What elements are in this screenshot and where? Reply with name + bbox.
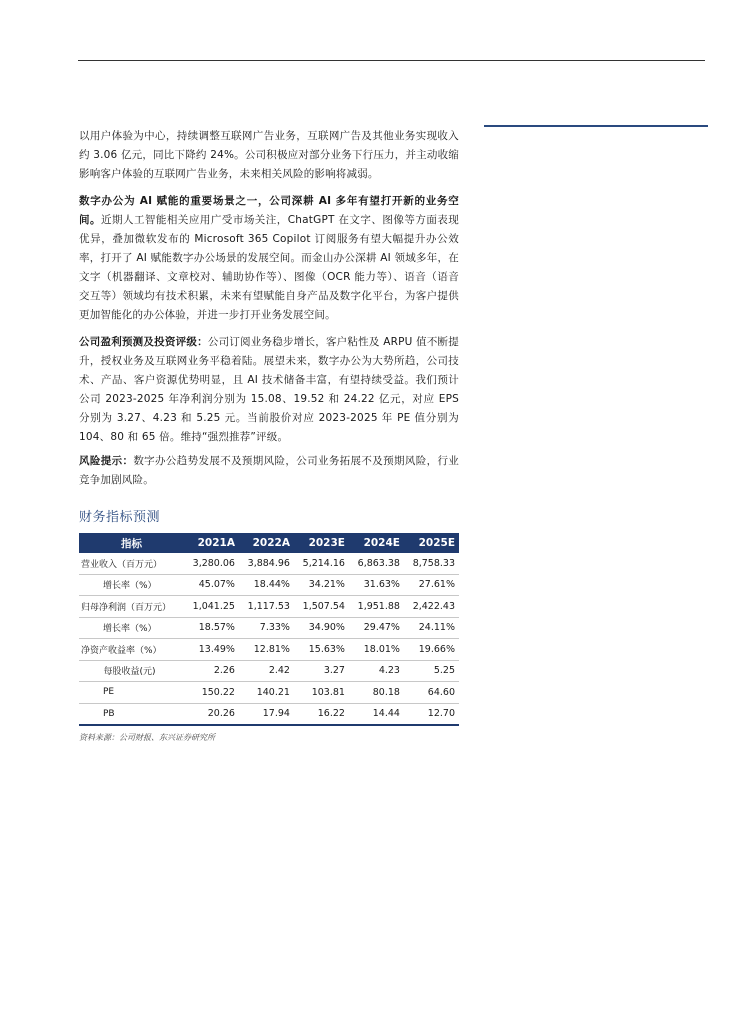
table-cell: 27.61%	[404, 574, 459, 596]
table-cell: 19.66%	[404, 639, 459, 661]
header-rule	[78, 60, 705, 61]
table-cell: 140.21	[239, 682, 294, 704]
table-cell: 3,280.06	[184, 553, 239, 574]
table-row	[79, 703, 459, 725]
table-cell: 3.27	[294, 660, 349, 682]
row-label: 增长率（%）	[79, 574, 184, 596]
column-header: 2025E	[418, 537, 455, 549]
sidebar-rule	[484, 125, 708, 127]
table-cell: 18.57%	[184, 617, 239, 639]
table-cell: 1,951.88	[349, 596, 404, 618]
paragraph-lead: 公司盈利预测及投资评级：	[79, 336, 208, 348]
table-cell: 18.44%	[239, 574, 294, 596]
table-cell: 64.60	[404, 682, 459, 704]
paragraph-risk	[79, 452, 459, 490]
table-cell: 4.23	[349, 660, 404, 682]
table-cell: 5,214.16	[294, 553, 349, 574]
report-body	[79, 127, 459, 743]
table-row	[79, 617, 459, 639]
table-cell: 45.07%	[184, 574, 239, 596]
table-row	[79, 682, 459, 704]
paragraph-text: 公司订阅业务稳步增长，客户粘性及 ARPU 值不断提升，授权业务及互联网业务平稳着陆。展望未来，数字办公为大势所趋，公司技术、产品、客户资源优势明显，且 AI 技术储备丰富，有望持续受益。我们预计公司 2023-2025 年净利润分别为 15.08、19.52 和 24.22 亿元，对应 EPS 分别为 3.27、4.23 和 5.25 元。当前股价对应 2023-2025 年 PE 值分别为 104、80 和 65 倍。维持“强烈推荐”评级。	[79, 336, 459, 443]
table-cell: 29.47%	[349, 617, 404, 639]
table-cell: 14.44	[349, 703, 404, 725]
table-cell: 2,422.43	[404, 596, 459, 618]
paragraph-lead: 风险提示：	[79, 455, 134, 467]
table-cell: 2.26	[184, 660, 239, 682]
table-cell: 2.42	[239, 660, 294, 682]
table-cell: 17.94	[239, 703, 294, 725]
table-cell: 5.25	[404, 660, 459, 682]
table-row	[79, 553, 459, 574]
column-header: 指标	[120, 537, 142, 550]
table-cell: 103.81	[294, 682, 349, 704]
paragraph-forecast-rating	[79, 333, 459, 447]
table-cell: 31.63%	[349, 574, 404, 596]
table-cell: 15.63%	[294, 639, 349, 661]
table-cell: 1,041.25	[184, 596, 239, 618]
row-label: PB	[79, 703, 184, 725]
table-cell: 80.18	[349, 682, 404, 704]
table-cell: 12.70	[404, 703, 459, 725]
table-cell: 24.11%	[404, 617, 459, 639]
table-cell: 8,758.33	[404, 553, 459, 574]
row-label: 归母净利润（百万元）	[79, 596, 184, 618]
paragraph-text: 以用户体验为中心，持续调整互联网广告业务，互联网广告及其他业务实现收入约 3.06 亿元，同比下降约 24%。公司积极应对部分业务下行压力，并主动收缩影响客户体验的互联网广告业务，未来相关风险的影响将减弱。	[79, 130, 459, 180]
row-label: 营业收入（百万元）	[79, 553, 184, 574]
table-cell: 34.21%	[294, 574, 349, 596]
column-header: 2024E	[363, 537, 400, 549]
paragraph-internet-ads	[79, 127, 459, 184]
financial-forecast-table	[79, 533, 459, 726]
table-cell: 6,863.38	[349, 553, 404, 574]
table-row	[79, 660, 459, 682]
table-cell: 13.49%	[184, 639, 239, 661]
column-header: 2021A	[197, 537, 235, 549]
table-cell: 1,507.54	[294, 596, 349, 618]
row-label: 增长率（%）	[79, 617, 184, 639]
table-cell: 34.90%	[294, 617, 349, 639]
table-cell: 18.01%	[349, 639, 404, 661]
table-cell: 1,117.53	[239, 596, 294, 618]
column-header: 2023E	[308, 537, 345, 549]
paragraph-text: 近期人工智能相关应用广受市场关注，ChatGPT 在文字、图像等方面表现优异，叠加微软发布的 Microsoft 365 Copilot 订阅服务有望大幅提升办公效率，打开了 AI 赋能数字办公场景的发展空间。而金山办公深耕 AI 领域多年，在文字（机器翻译、文章校对、辅助协作等）、图像（OCR 能力等）、语音（语音交互等）领域均有技术积累，未来有望赋能自身产品及数字化平台，为客户提供更加智能化的办公体验，并进一步打开业务发展空间。	[79, 214, 459, 321]
row-label: 每股收益(元)	[79, 660, 184, 682]
table-cell: 12.81%	[239, 639, 294, 661]
table-row	[79, 574, 459, 596]
table-cell: 7.33%	[239, 617, 294, 639]
table-cell: 20.26	[184, 703, 239, 725]
table-row	[79, 639, 459, 661]
table-row	[79, 596, 459, 618]
paragraph-text: 数字办公趋势发展不及预期风险，公司业务拓展不及预期风险，行业竞争加剧风险。	[79, 455, 460, 486]
paragraph-lead: 数字办公为 AI 赋能的重要场景之一，公司深耕 AI 多年有望打开新的业务空间。	[79, 195, 459, 226]
paragraph-ai-office	[79, 192, 459, 325]
table-source-note: 资料来源：公司财报、东兴证券研究所	[79, 733, 215, 742]
row-label: 净资产收益率（%）	[79, 639, 184, 661]
row-label: PE	[79, 682, 184, 704]
table-cell: 150.22	[184, 682, 239, 704]
table-cell: 3,884.96	[239, 553, 294, 574]
column-header: 2022A	[252, 537, 290, 549]
table-cell: 16.22	[294, 703, 349, 725]
table-header-row	[79, 533, 459, 553]
table-title: 财务指标预测	[79, 510, 161, 525]
